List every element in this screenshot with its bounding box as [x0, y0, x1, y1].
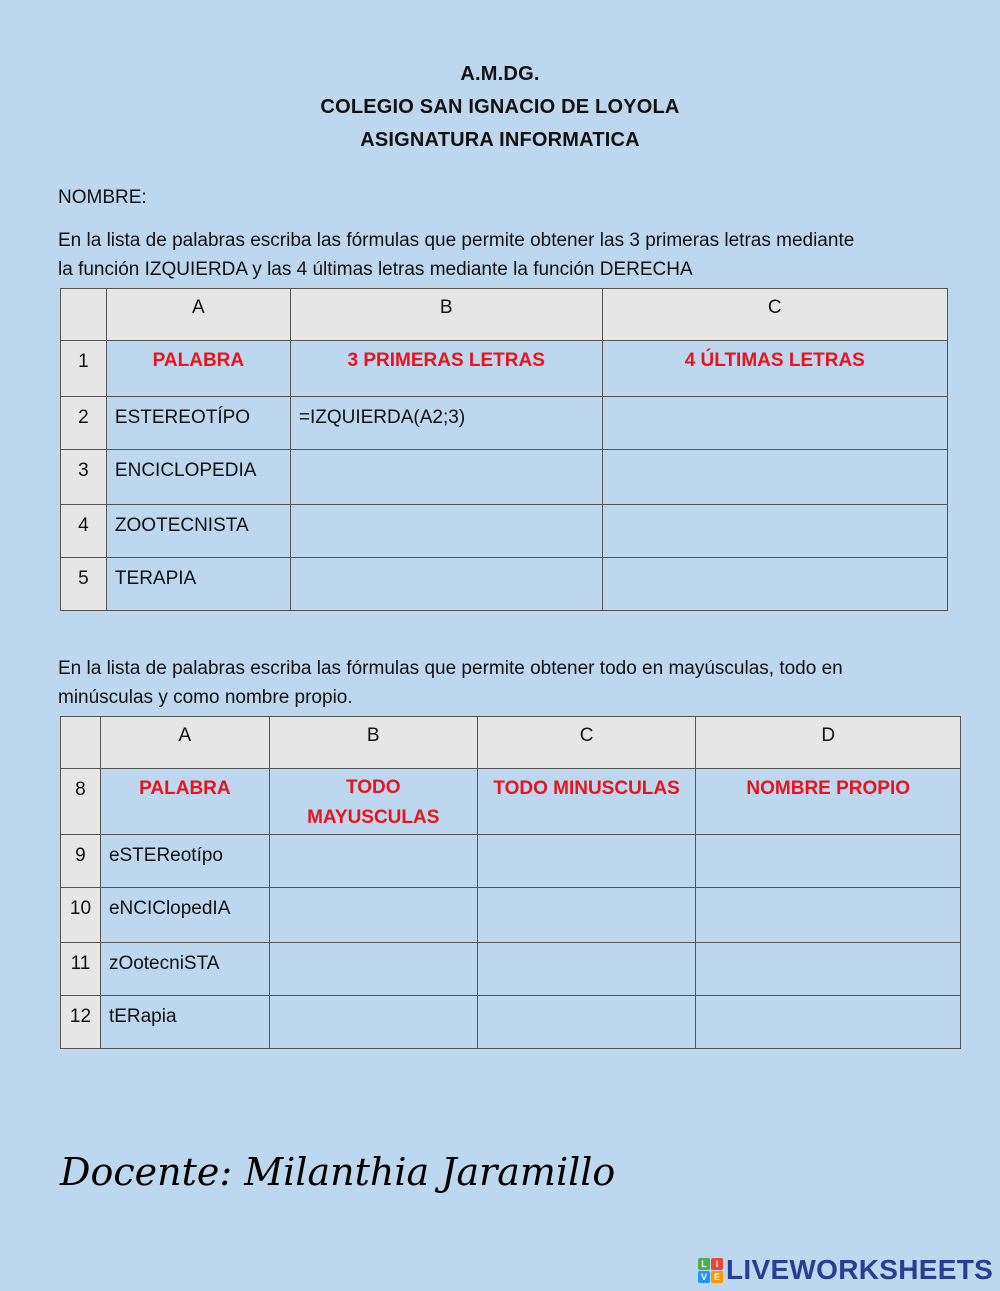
answer-cell-d[interactable] [696, 888, 961, 943]
word-cell: ENCICLOPEDIA [106, 450, 290, 505]
teacher-signature: Docente: Milanthia Jaramillo [60, 1150, 616, 1194]
table-row [61, 450, 948, 505]
header-subject: ASIGNATURA INFORMATICA [360, 129, 640, 151]
header-nombre-propio: NOMBRE PROPIO [696, 769, 961, 835]
answer-cell-c[interactable] [477, 888, 696, 943]
instruction-2-line-2: minúsculas y como nombre propio. [58, 687, 353, 708]
table-row [61, 397, 948, 450]
row-number: 11 [61, 943, 101, 996]
word-cell: ESTEREOTÍPO [106, 397, 290, 450]
row-number: 4 [61, 505, 107, 558]
answer-cell-c[interactable] [602, 450, 947, 505]
table-row [61, 505, 948, 558]
instruction-1-line-1: En la lista de palabras escriba las fórmulas que permite obtener las 3 primeras letras mediante [58, 230, 855, 251]
table-row [61, 558, 948, 611]
header-todo-minusculas: TODO MINUSCULAS [477, 769, 696, 835]
column-header-c: C [602, 289, 947, 341]
table-row [61, 943, 961, 996]
answer-cell-d[interactable] [696, 835, 961, 888]
word-cell: eNCIClopedIA [100, 888, 269, 943]
header-primeras-letras: 3 PRIMERAS LETRAS [290, 341, 602, 397]
instruction-1-line-2: la función IZQUIERDA y las 4 últimas letras mediante la función DERECHA [58, 259, 693, 280]
logo-icon-letter: L [698, 1258, 710, 1270]
corner-cell [61, 717, 101, 769]
liveworksheets-icon [698, 1258, 723, 1283]
logo-text: LIVEWORKSHEETS [726, 1254, 994, 1285]
table-header-row [61, 769, 961, 835]
answer-cell-c[interactable] [477, 835, 696, 888]
spreadsheet-table-2 [60, 716, 961, 1049]
document-header [0, 58, 1000, 157]
answer-cell-b[interactable] [290, 505, 602, 558]
column-header-a: A [100, 717, 269, 769]
answer-cell-b[interactable] [269, 888, 477, 943]
header-school-name: COLEGIO SAN IGNACIO DE LOYOLA [320, 96, 680, 118]
column-header-d: D [696, 717, 961, 769]
word-cell: TERAPIA [106, 558, 290, 611]
header-palabra: PALABRA [100, 769, 269, 835]
word-cell: eSTEReotípo [100, 835, 269, 888]
row-number: 3 [61, 450, 107, 505]
column-header-row [61, 289, 948, 341]
answer-cell-c[interactable] [477, 996, 696, 1049]
answer-cell-b[interactable]: =IZQUIERDA(A2;3) [290, 397, 602, 450]
word-cell: ZOOTECNISTA [106, 505, 290, 558]
answer-cell-d[interactable] [696, 996, 961, 1049]
spreadsheet-table-1 [60, 288, 948, 611]
instruction-1 [58, 226, 854, 284]
table-row [61, 835, 961, 888]
logo-icon-letter: I [711, 1258, 723, 1270]
logo-icon-letter: E [711, 1271, 723, 1283]
answer-cell-c[interactable] [602, 397, 947, 450]
word-cell: zOotecniSTA [100, 943, 269, 996]
header-palabra: PALABRA [106, 341, 290, 397]
table-row [61, 996, 961, 1049]
instruction-2-line-1: En la lista de palabras escriba las fórmulas que permite obtener todo en mayúsculas, todo en [58, 658, 843, 679]
answer-cell-c[interactable] [602, 505, 947, 558]
answer-cell-d[interactable] [696, 943, 961, 996]
logo-icon-letter: V [698, 1271, 710, 1283]
answer-cell-b[interactable] [269, 943, 477, 996]
header-ultimas-letras: 4 ÚLTIMAS LETRAS [602, 341, 947, 397]
row-number: 1 [61, 341, 107, 397]
row-number: 12 [61, 996, 101, 1049]
column-header-a: A [106, 289, 290, 341]
answer-cell-b[interactable] [269, 835, 477, 888]
answer-cell-b[interactable] [290, 450, 602, 505]
answer-cell-c[interactable] [477, 943, 696, 996]
row-number: 5 [61, 558, 107, 611]
answer-cell-b[interactable] [269, 996, 477, 1049]
liveworksheets-logo[interactable] [698, 1254, 993, 1286]
row-number: 9 [61, 835, 101, 888]
table-row [61, 888, 961, 943]
table-header-row [61, 341, 948, 397]
column-header-b: B [269, 717, 477, 769]
header-todo-mayusculas: TODO MAYUSCULAS [269, 769, 477, 835]
column-header-c: C [477, 717, 696, 769]
word-cell: tERapia [100, 996, 269, 1049]
column-header-b: B [290, 289, 602, 341]
answer-cell-b[interactable] [290, 558, 602, 611]
column-header-row [61, 717, 961, 769]
corner-cell [61, 289, 107, 341]
row-number: 10 [61, 888, 101, 943]
row-number: 2 [61, 397, 107, 450]
header-line-1: A.M.DG. [460, 63, 540, 85]
answer-cell-c[interactable] [602, 558, 947, 611]
row-number: 8 [61, 769, 101, 835]
nombre-label: NOMBRE: [58, 187, 147, 208]
instruction-2 [58, 654, 843, 712]
